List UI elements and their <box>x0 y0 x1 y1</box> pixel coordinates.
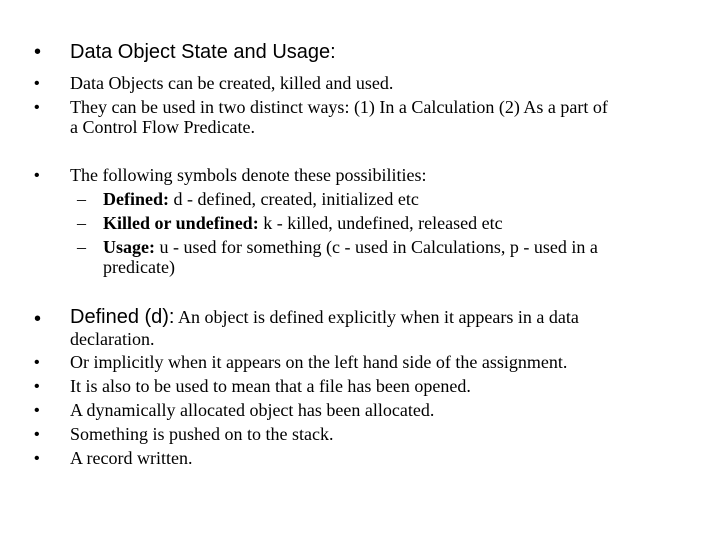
intro-text-1: Data Objects can be created, killed and used. <box>70 73 394 93</box>
intro-bullet-1: • <box>34 75 40 92</box>
symbol-killed-label: Killed or undefined: <box>103 213 259 233</box>
defined-bullet: • <box>34 308 42 330</box>
symbols-intro-text: The following symbols denote these possibilities: <box>70 165 427 185</box>
intro-text-2-continued: a Control Flow Predicate. <box>70 117 255 137</box>
defined-text-continued: declaration. <box>70 329 155 349</box>
defined-sub-text-5: A record written. <box>70 448 193 468</box>
section-heading-data-object-state: Data Object State and Usage: <box>70 41 336 63</box>
symbol-usage-line <box>103 238 598 256</box>
defined-sub-bullet-5: • <box>34 450 40 467</box>
symbol-defined-label: Defined: <box>103 189 169 209</box>
defined-sub-text-2: It is also to be used to mean that a file has been opened. <box>70 376 471 396</box>
symbol-dash-defined: – <box>77 189 86 209</box>
symbol-dash-usage: – <box>77 237 86 257</box>
intro-bullet-2: • <box>34 99 40 116</box>
symbol-defined-line <box>103 190 419 208</box>
defined-sub-bullet-1: • <box>34 354 40 371</box>
defined-label: Defined (d): <box>70 306 175 328</box>
symbols-bullet: • <box>34 167 40 184</box>
symbol-dash-killed: – <box>77 213 86 233</box>
symbol-killed-line <box>103 214 503 232</box>
symbol-usage-label: Usage: <box>103 237 155 257</box>
intro-text-2: They can be used in two distinct ways: (1) In a Calculation (2) As a part of <box>70 97 608 117</box>
symbol-defined-text: d - defined, created, initialized etc <box>169 189 419 209</box>
defined-sub-bullet-2: • <box>34 378 40 395</box>
defined-sub-text-4: Something is pushed on to the stack. <box>70 424 334 444</box>
symbol-usage-continued: predicate) <box>103 257 175 277</box>
defined-line <box>70 307 579 327</box>
symbol-killed-text: k - killed, undefined, released etc <box>258 213 503 233</box>
defined-sub-bullet-4: • <box>34 426 40 443</box>
symbol-usage-text: u - used for something (c - used in Calculations, p - used in a <box>155 237 598 257</box>
defined-sub-bullet-3: • <box>34 402 40 419</box>
heading-bullet: • <box>34 41 42 63</box>
defined-sub-text-1: Or implicitly when it appears on the left hand side of the assignment. <box>70 352 568 372</box>
defined-text: An object is defined explicitly when it appears in a data <box>174 307 579 327</box>
defined-sub-text-3: A dynamically allocated object has been allocated. <box>70 400 435 420</box>
